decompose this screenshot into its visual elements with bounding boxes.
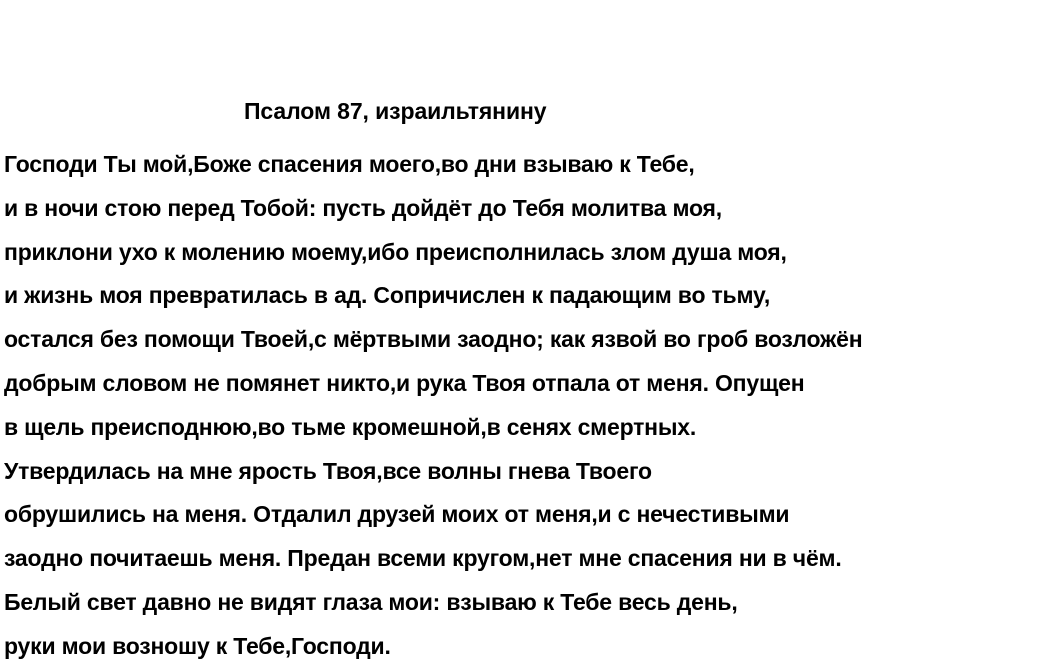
text-line: и в ночи стою перед Тобой: пусть дойдёт до Тебя молитва моя, bbox=[4, 194, 722, 221]
text-line: добрым словом не помянет никто,и рука Твоя отпала от меня. Опущен bbox=[4, 369, 805, 396]
text-line: остался без помощи Твоей,с мёртвыми заодно; как язвой во гроб возложён bbox=[4, 326, 863, 353]
text-line: Белый свет давно не видят глаза мои: взываю к Тебе весь день, bbox=[4, 588, 738, 615]
text-line: заодно почитаешь меня. Предан всеми кругом,нет мне спасения ни в чём. bbox=[4, 545, 842, 572]
text-line: и жизнь моя превратилась в ад. Сопричислен к падающим во тьму, bbox=[4, 282, 771, 309]
text-line: Господи Ты мой,Боже спасения моего,во дни взываю к Тебе, bbox=[4, 151, 695, 177]
text-line: приклони ухо к молению моему,ибо преисполнилась злом душа моя, bbox=[4, 238, 787, 265]
text-line: обрушились на меня. Отдалил друзей моих от меня,и с нечестивыми bbox=[4, 501, 790, 528]
text-line: руки мои возношу к Тебе,Господи. bbox=[4, 632, 391, 659]
text-line: в щель преисподнюю,во тьме кромешной,в сенях смертных. bbox=[4, 413, 697, 440]
psalm-title: Псалом 87, израильтянину bbox=[244, 98, 547, 124]
text-line: Утвердилась на мне ярость Твоя,все волны гнева Твоего bbox=[4, 457, 652, 484]
psalm-text bbox=[0, 143, 1040, 669]
